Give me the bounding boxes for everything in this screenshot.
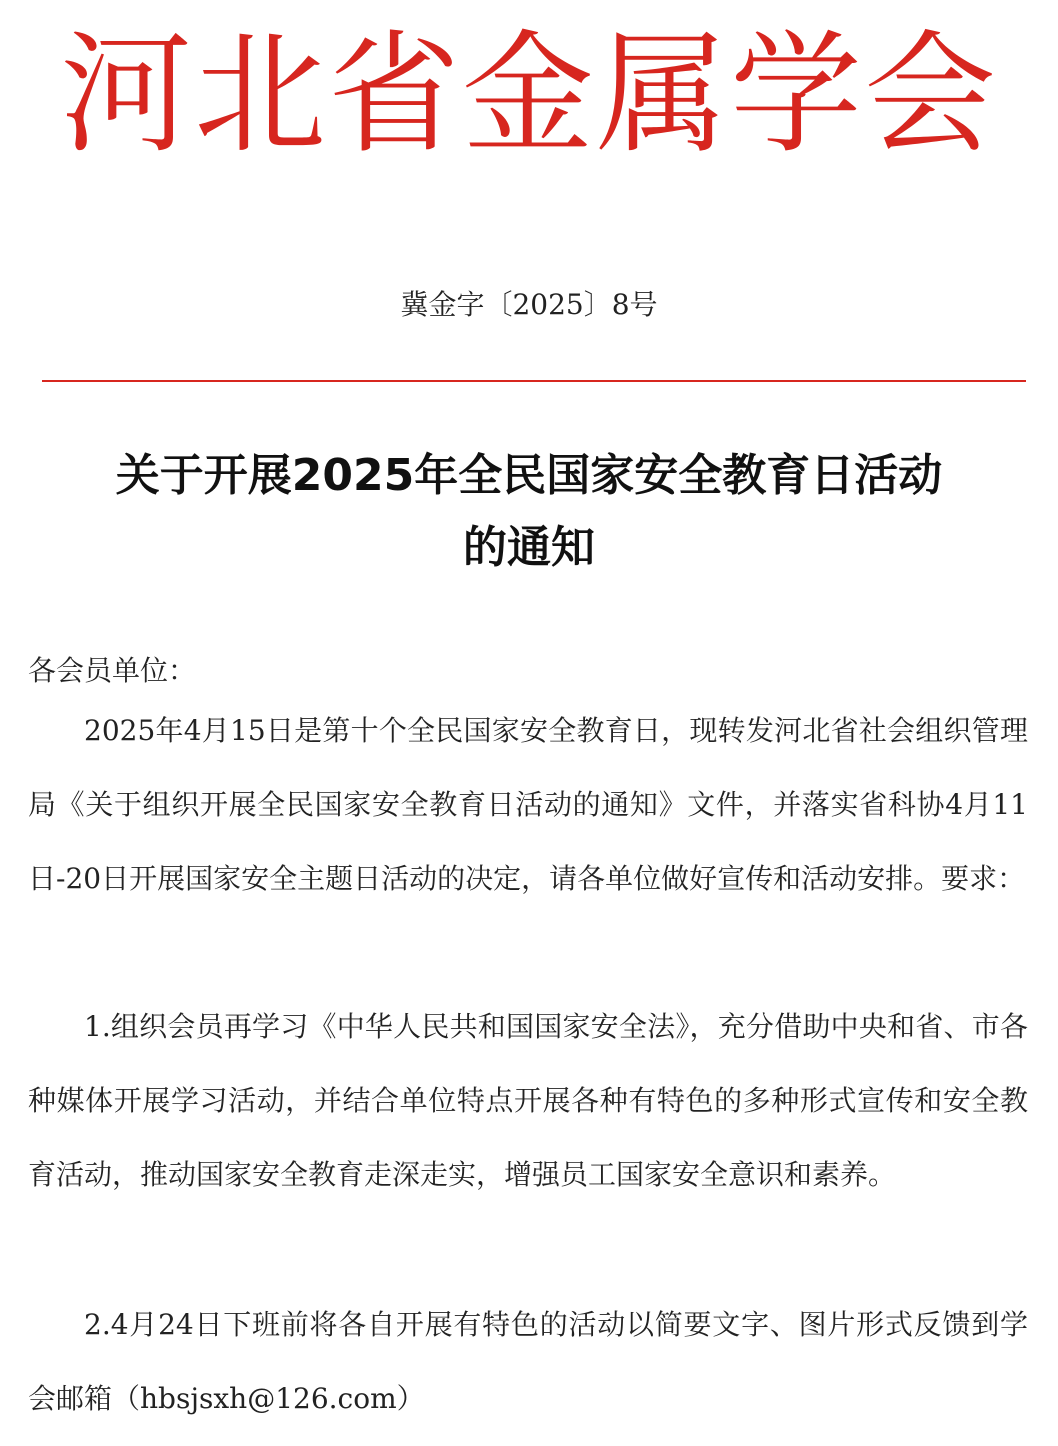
body-paragraph-1 <box>28 694 1028 916</box>
salutation: 各会员单位： <box>28 654 197 687</box>
organization-letterhead: 河北省金属学会 <box>60 18 998 172</box>
red-divider-line <box>42 380 1026 382</box>
document-number: 冀金字〔2025〕8号 <box>400 288 658 321</box>
title-line-2: 的通知 <box>463 522 595 573</box>
paragraph-text: 2025年4月15日是第十个全民国家安全教育日，现转发河北省社会组织管理局《关于组织开展全民国家安全教育日活动的通知》文件，并落实省科协4月11日-20日开展国家安全主题日活动的决定，请各单位做好宣传和活动安排。要求： <box>28 714 1028 895</box>
body-paragraph-2 <box>28 990 1028 1212</box>
paragraph-text: 1.组织会员再学习《中华人民共和国国家安全法》，充分借助中央和省、市各种媒体开展学习活动，并结合单位特点开展各种有特色的多种形式宣传和安全教育活动，推动国家安全教育走深走实，增强员工国家安全意识和素养。 <box>28 1010 1028 1191</box>
body-paragraph-3 <box>28 1288 1028 1436</box>
paragraph-text: 2.4月24日下班前将各自开展有特色的活动以简要文字、图片形式反馈到学会邮箱（hbsjsxh@126.com） <box>28 1308 1028 1415</box>
document-title <box>40 440 1018 584</box>
title-line-1: 关于开展2025年全民国家安全教育日活动 <box>115 450 943 501</box>
